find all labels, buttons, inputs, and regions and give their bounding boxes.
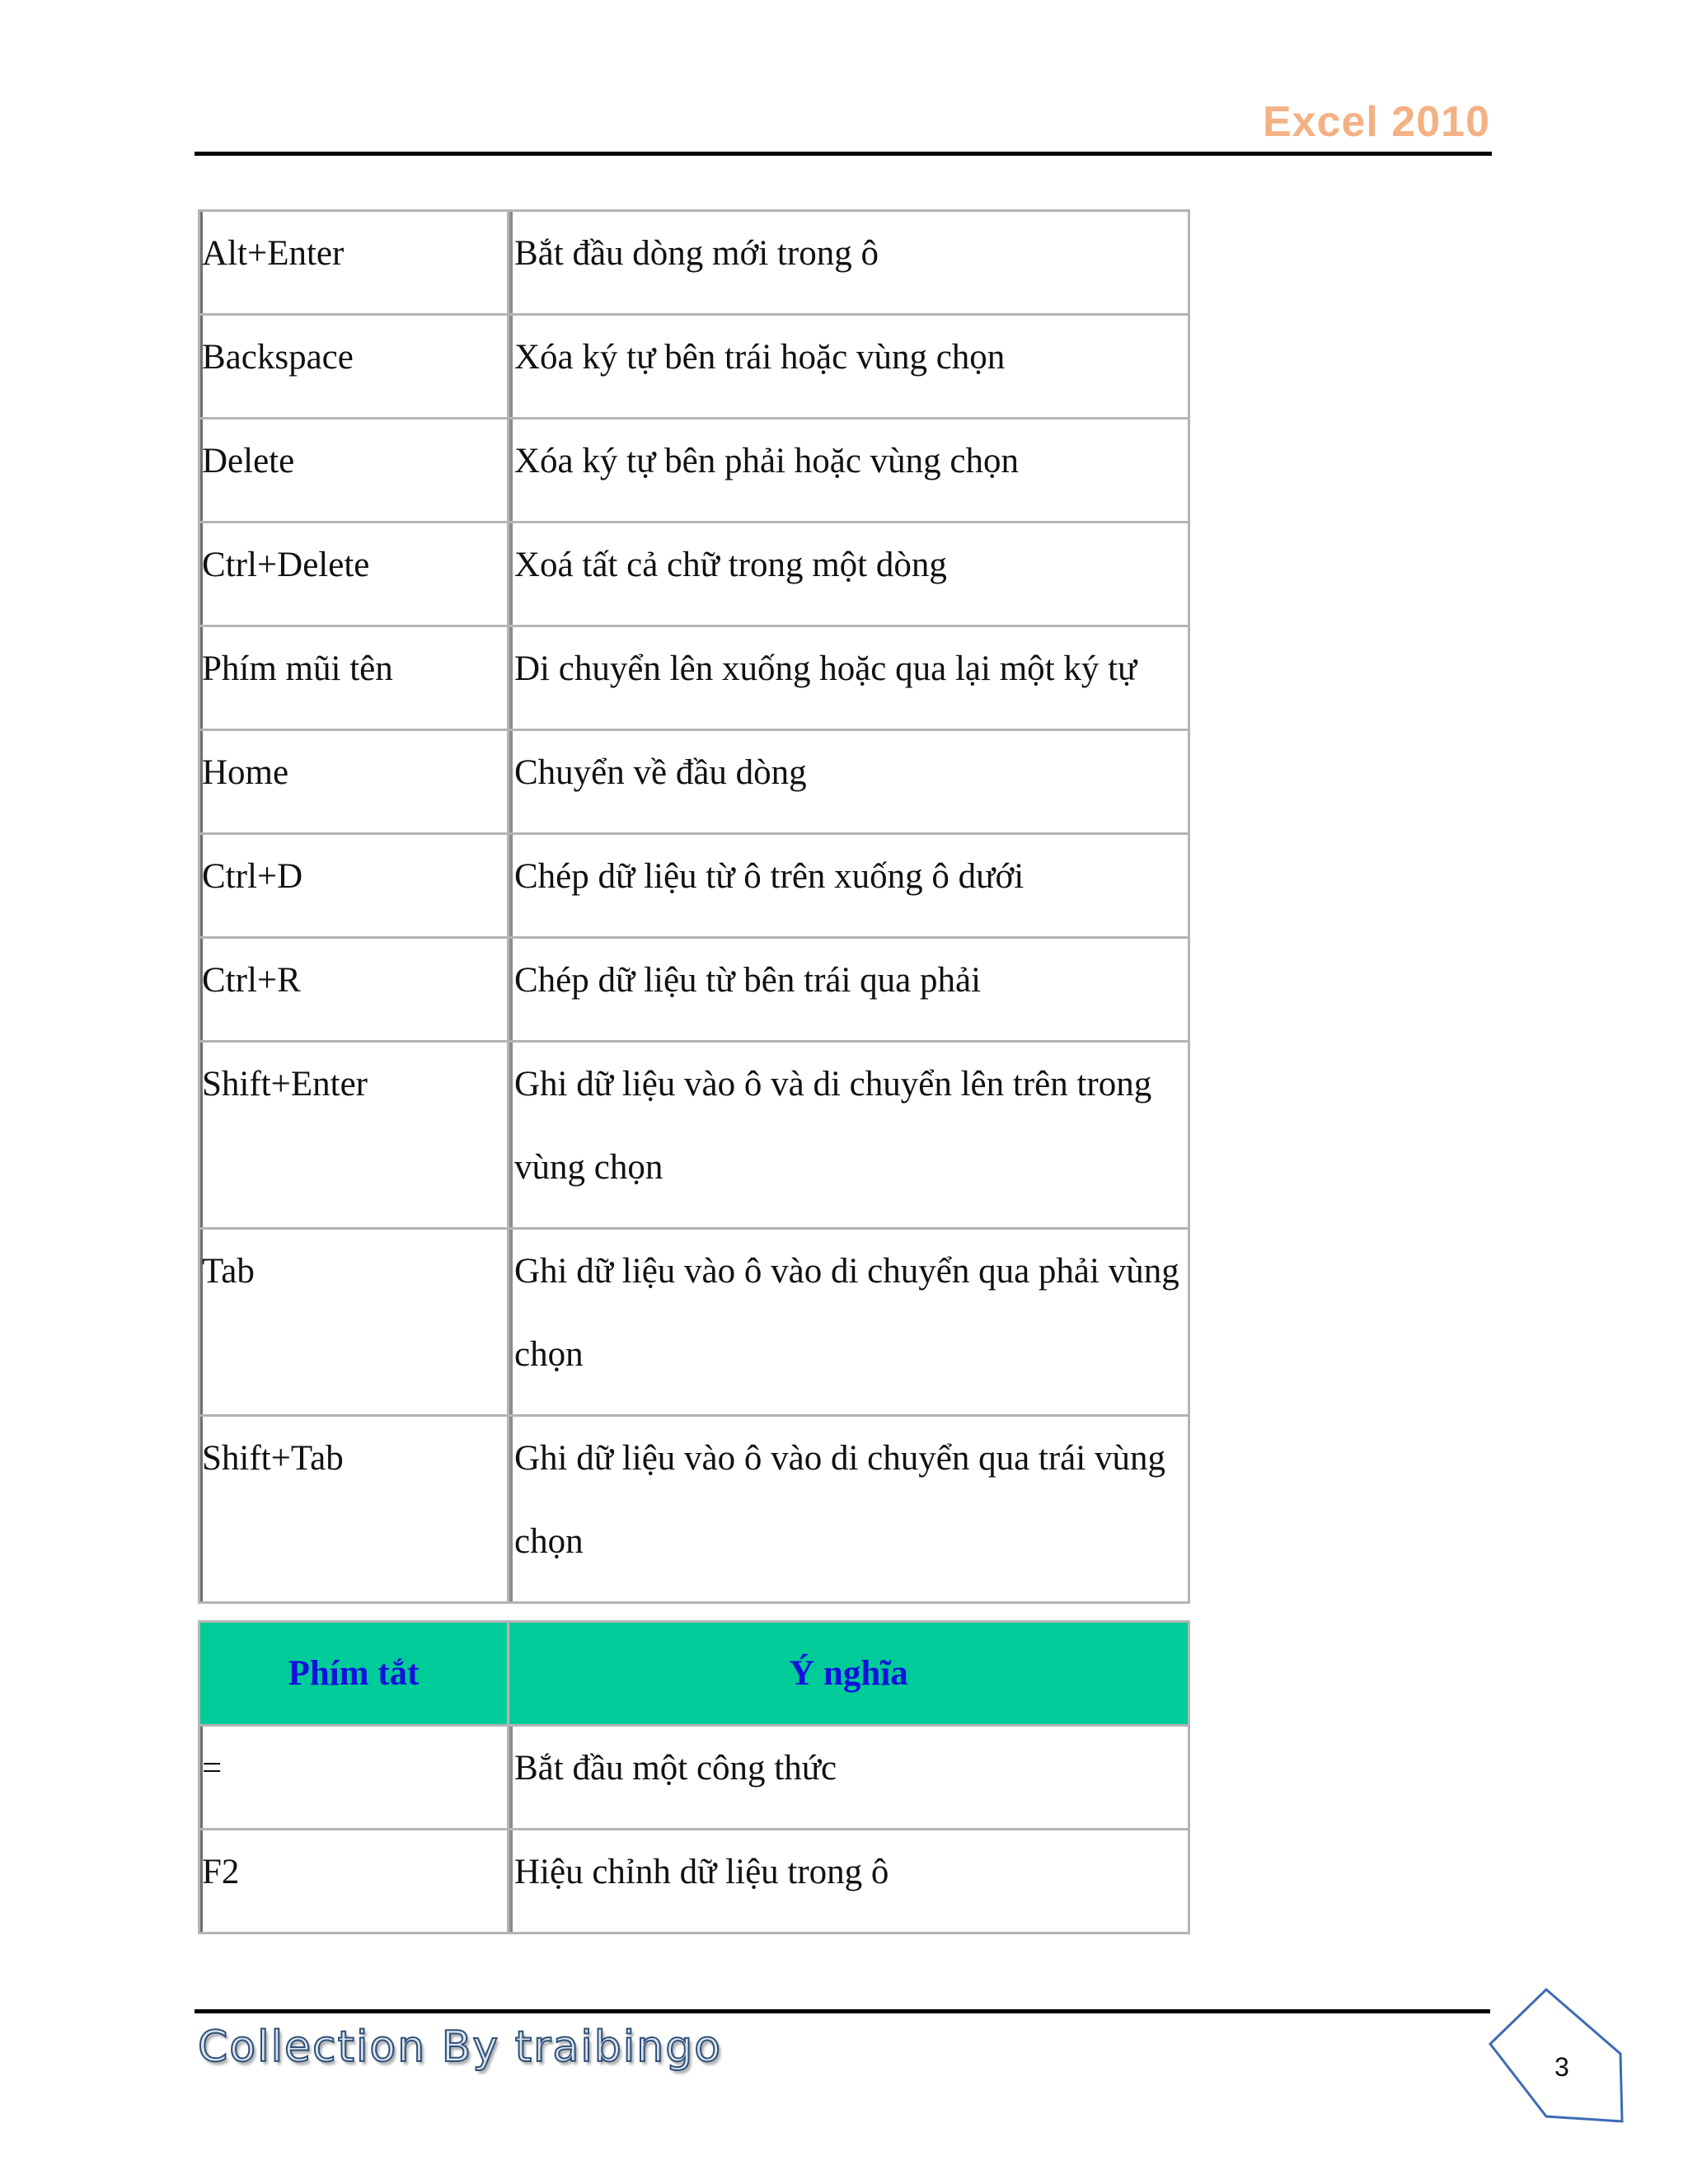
shortcut-desc-cell: Chép dữ liệu từ bên trái qua phải: [509, 938, 1189, 1042]
footer-credit: Collection By traibingo: [198, 2022, 723, 2072]
shortcut-key-cell: Ctrl+D: [199, 834, 509, 938]
shortcut-table-continued: [198, 209, 1190, 1604]
column-header-meaning: Ý nghĩa: [509, 1622, 1189, 1726]
shortcut-desc-cell: Bắt đầu một công thức: [509, 1726, 1189, 1830]
shortcut-desc-cell: Bắt đầu dòng mới trong ô: [509, 211, 1189, 315]
shortcut-key-cell: Shift+Tab: [199, 1416, 509, 1603]
shortcut-desc-cell: Chuyển về đầu dòng: [509, 730, 1189, 834]
page-number: 3: [1554, 2052, 1569, 2082]
shortcut-key-cell: Shift+Enter: [199, 1042, 509, 1229]
shortcut-desc-cell: Hiệu chỉnh dữ liệu trong ô: [509, 1830, 1189, 1933]
table-row: [199, 1830, 1189, 1933]
header-title: Excel 2010: [1262, 98, 1490, 146]
formula-shortcut-table: [198, 1620, 1190, 1934]
shortcut-key-cell: Ctrl+R: [199, 938, 509, 1042]
shortcut-desc-cell: Chép dữ liệu từ ô trên xuống ô dưới: [509, 834, 1189, 938]
footer-divider: [195, 2009, 1490, 2013]
shortcut-key-cell: Backspace: [199, 315, 509, 419]
table-row: [199, 1416, 1189, 1603]
shortcut-desc-cell: Di chuyển lên xuống hoặc qua lại một ký tự: [509, 626, 1189, 730]
header-divider: [195, 152, 1492, 156]
shortcut-desc-cell: Xóa ký tự bên phải hoặc vùng chọn: [509, 419, 1189, 523]
shortcut-key-cell: Alt+Enter: [199, 211, 509, 315]
shortcut-key-cell: Ctrl+Delete: [199, 523, 509, 626]
column-header-shortcut: Phím tắt: [199, 1622, 509, 1726]
shortcut-desc-cell: Ghi dữ liệu vào ô vào di chuyển qua trái vùng chọn: [509, 1416, 1189, 1603]
shortcut-desc-cell: Ghi dữ liệu vào ô và di chuyển lên trên trong vùng chọn: [509, 1042, 1189, 1229]
shortcut-desc-cell: Xoá tất cả chữ trong một dòng: [509, 523, 1189, 626]
shortcut-desc-cell: Xóa ký tự bên trái hoặc vùng chọn: [509, 315, 1189, 419]
shortcut-key-cell: Phím mũi tên: [199, 626, 509, 730]
shortcut-key-cell: =: [199, 1726, 509, 1830]
shortcut-desc-cell: Ghi dữ liệu vào ô vào di chuyển qua phải vùng chọn: [509, 1229, 1189, 1416]
shortcut-key-cell: Tab: [199, 1229, 509, 1416]
shortcut-key-cell: Home: [199, 730, 509, 834]
table-row: [199, 1042, 1189, 1229]
table-row: [199, 1229, 1189, 1416]
shortcut-key-cell: F2: [199, 1830, 509, 1933]
shortcut-key-cell: Delete: [199, 419, 509, 523]
